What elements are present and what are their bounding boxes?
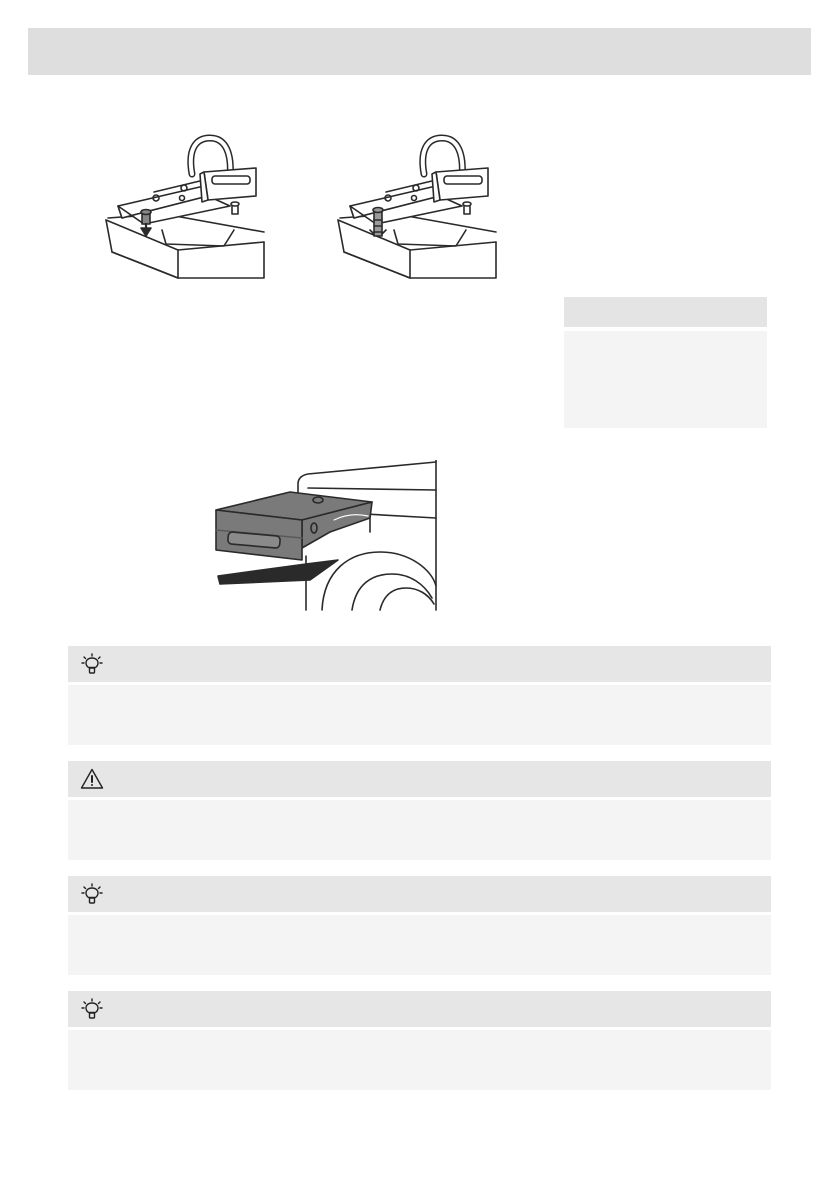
warning-note-header bbox=[68, 761, 771, 797]
lightbulb-icon bbox=[80, 997, 104, 1021]
tip-note-3-header bbox=[68, 991, 771, 1027]
lightbulb-icon bbox=[80, 882, 104, 906]
tip-note-1 bbox=[68, 646, 771, 745]
tip-note-1-header bbox=[68, 646, 771, 682]
lightbulb-icon bbox=[80, 652, 104, 676]
tip-note-2-body bbox=[68, 915, 771, 975]
bracket-pin-arrow-figure bbox=[104, 134, 268, 280]
warning-note bbox=[68, 761, 771, 860]
warning-triangle-icon bbox=[80, 767, 104, 791]
tip-note-3 bbox=[68, 991, 771, 1090]
bracket-pin-inserted-figure bbox=[336, 134, 500, 280]
side-box-header bbox=[564, 297, 767, 327]
tip-note-2 bbox=[68, 876, 771, 975]
tip-note-1-body bbox=[68, 685, 771, 745]
side-box-body bbox=[564, 331, 767, 428]
tip-note-2-header bbox=[68, 876, 771, 912]
tip-note-3-body bbox=[68, 1030, 771, 1090]
page-header-bar bbox=[28, 28, 811, 75]
bracket-into-machine-figure bbox=[210, 460, 438, 612]
warning-note-body bbox=[68, 800, 771, 860]
